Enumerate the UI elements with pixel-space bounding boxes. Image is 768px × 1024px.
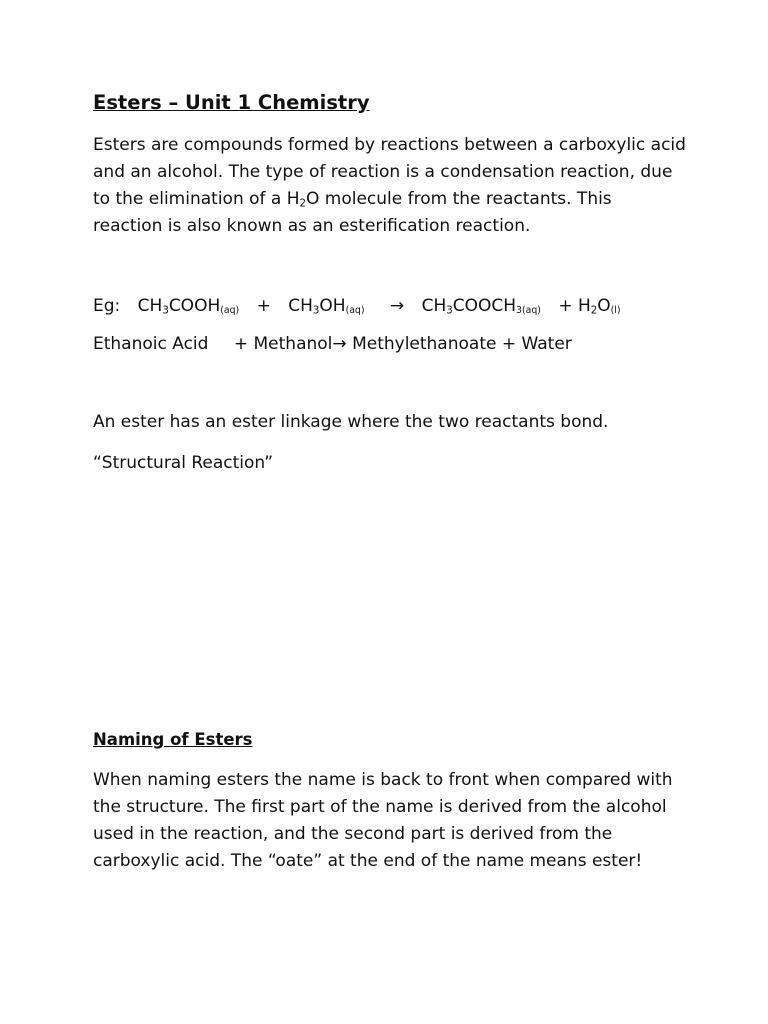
plus-sign: + — [233, 334, 249, 354]
naming-line-2: the structure. The first part of the name is derived from the alcohol — [93, 797, 667, 817]
page-title: Esters – Unit 1 Chemistry — [93, 91, 370, 114]
reactant-2: $CH_3OH(aq)$ — [288, 296, 365, 317]
naming-paragraph — [93, 767, 673, 875]
product-2: $H_2O(l)$ — [577, 296, 621, 317]
product-1: $CH_3COOCH3(aq)$ — [421, 296, 541, 317]
reactant-1: $CH_3COOH(aq)$ — [137, 296, 240, 317]
word-equation — [93, 334, 572, 354]
plus-sign: + — [558, 296, 573, 316]
plus-sign: + — [256, 296, 271, 316]
intro-line-4: reaction is also known as an esterification reaction. — [93, 216, 531, 236]
word-reactant-2: Methanol — [253, 334, 333, 354]
intro-paragraph — [93, 132, 686, 240]
reaction-arrow: → — [332, 334, 347, 354]
naming-line-3: used in the reaction, and the second part is derived from the — [93, 824, 613, 844]
intro-line-3-post: O molecule from the reactants. This — [306, 189, 612, 209]
intro-line-1: Esters are compounds formed by reactions between a carboxylic acid — [93, 135, 686, 155]
intro-line-3-pre: to the elimination of a H — [93, 189, 300, 209]
plus-sign: + — [501, 334, 517, 354]
word-product-2: Water — [521, 334, 572, 354]
word-product-1: Methylethanoate — [352, 334, 497, 354]
intro-line-2: and an alcohol. The type of reaction is a condensation reaction, due — [93, 162, 673, 182]
linkage-text: An ester has an ester linkage where the two reactants bond. — [93, 412, 609, 432]
naming-line-4: carboxylic acid. The “oate” at the end of the name means ester! — [93, 851, 643, 871]
word-reactant-1: Ethanoic Acid — [93, 334, 209, 354]
equation-prefix: Eg: — [93, 296, 121, 316]
naming-line-1: When naming esters the name is back to front when compared with — [93, 770, 673, 790]
intro-line-3 — [93, 186, 686, 213]
reaction-arrow: → — [389, 296, 405, 316]
chemical-equation — [93, 296, 621, 317]
structural-caption: “Structural Reaction” — [93, 453, 274, 473]
intro-line-3-sub: 2 — [299, 198, 306, 210]
section-heading: Naming of Esters — [93, 730, 253, 749]
